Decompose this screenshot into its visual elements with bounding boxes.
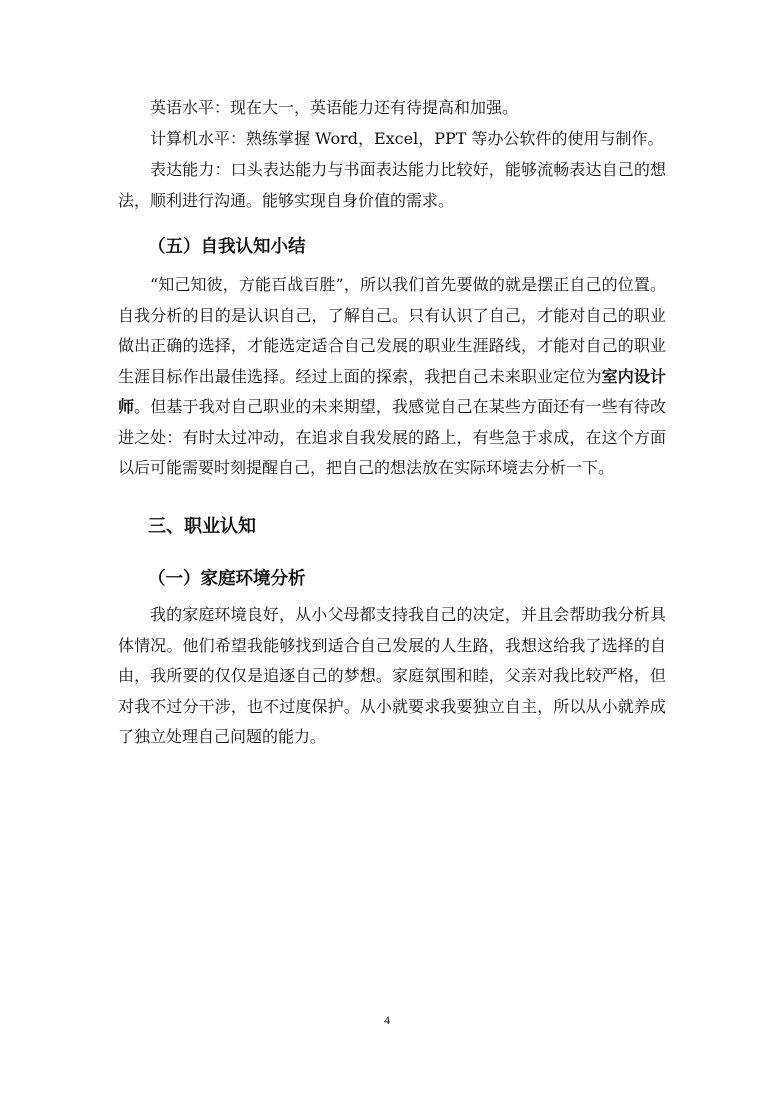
paragraph-family-environment: 我的家庭环境良好，从小父母都支持我自己的决定，并且会帮助我分析具体情况。他们希望我能够找到适合自己发展的人生路，我想这给我了选择的自由，我所要的仅仅是追逐自己的梦想。家庭氛围和睦，父亲对我比较严格，但对我不过分干涉，也不过度保护。从小就要求我要独立自主，所以从小就养成了独立处理自己问题的能力。 (118, 605, 666, 746)
self-summary-text-2: 。但基于我对自己职业的未来期望，我感觉自己在某些方面还有一些有待改进之处：有时太过冲动，在追求自我发展的路上，有些急于求成，在这个方面以后可能需要时刻提醒自己，把自己的想法放在实际环境去分析一下。 (118, 397, 666, 477)
paragraph-computer-level: 计算机水平：熟练掌握 Word，Excel，PPT 等办公软件的使用与制作。 (150, 129, 664, 148)
paragraph-expression-ability: 表达能力：口头表达能力与书面表达能力比较好，能够流畅表达自己的想法，顺利进行沟通。能够实现自身价值的需求。 (118, 160, 666, 210)
self-summary-text-1: “知己知彼，方能百战百胜”，所以我们首先要做的就是摆正自己的位置。自我分析的目的是认识自己，了解自己。只有认识了自己，才能对自己的职业做出正确的选择，才能选定适合自己发展的职业生涯路线，才能对自己的职业生涯目标作出最佳选择。经过上面的探索，我把自己未来职业定位为 (118, 275, 666, 386)
section-heading-self-summary: （五）自我认知小结 (148, 237, 306, 257)
paragraph-self-summary (118, 270, 666, 484)
section-heading-family-environment: （一）家庭环境分析 (148, 569, 306, 589)
career-target-bold: 室内设计师 (118, 366, 666, 416)
page-number: 4 (384, 1013, 390, 1027)
paragraph-english-level: 英语水平：现在大一，英语能力还有待提高和加强。 (150, 98, 519, 117)
chapter-heading-career-cognition: 三、职业认知 (148, 516, 256, 537)
